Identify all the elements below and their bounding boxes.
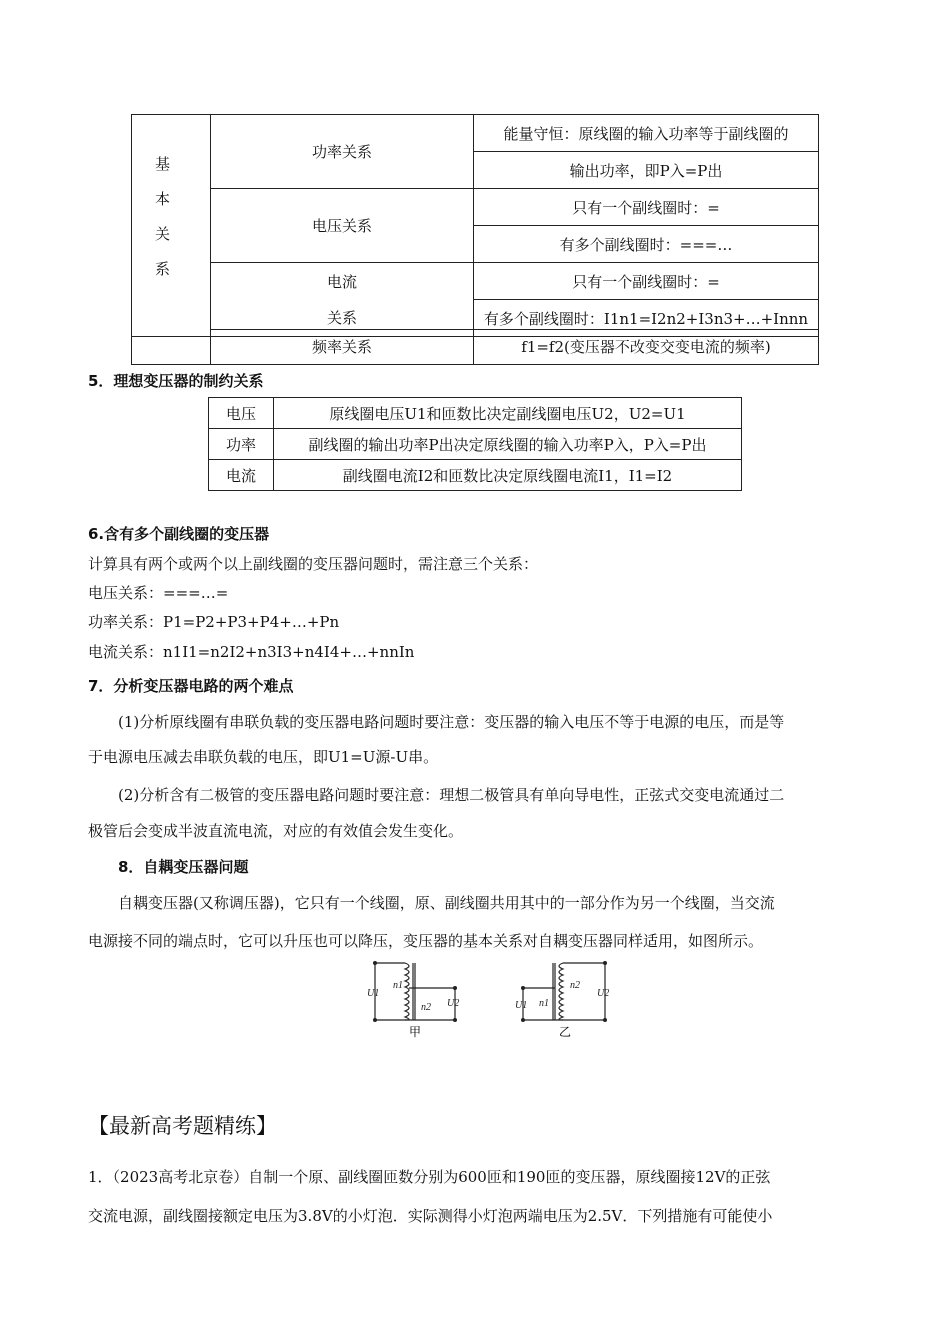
row-label-line: 电流: [326, 272, 357, 291]
section-7-p1a: (1)分析原线圈有串联负载的变压器电路问题时要注意：变压器的输入电压不等于电源的电压，而是等: [118, 713, 785, 731]
section-5-title: 5．理想变压器的制约关系: [88, 372, 264, 390]
n2-label-left: n2: [421, 1002, 431, 1013]
section-7-p1b: 于电源电压减去串联负载的电压，即U1=U源-U串。: [88, 748, 439, 766]
row-label-current: [211, 263, 474, 337]
section-7-p2a: (2)分析含有二极管的变压器电路问题时要注意：理想二极管具有单向导电性，正弦式交变电流通过二: [118, 786, 785, 804]
section-8-p1b: 电源接不同的端点时，它可以升压也可以降压，变压器的基本关系对自耦变压器同样适用，如图所示。: [88, 932, 764, 950]
u2-label-right: U2: [597, 988, 610, 999]
section-7-p2b: 极管后会变成半波直流电流，对应的有效值会发生变化。: [88, 822, 464, 840]
caption-right: 乙: [559, 1025, 572, 1039]
row-desc: 原线圈电压U1和匝数比决定副线圈电压U2，U2=U1: [274, 398, 742, 429]
row-desc: 只有一个副线圈时：=: [474, 263, 819, 300]
current-relation: 电流关系：n1I1=n2I2+n3I3+n4I4+…+nnIn: [88, 643, 415, 661]
n2-label-right: n2: [570, 980, 580, 991]
section-6-intro: 计算具有两个或两个以上副线圈的变压器问题时，需注意三个关系：: [88, 555, 539, 573]
section-6-title: 6.含有多个副线圈的变压器: [88, 525, 270, 543]
row-label: 频率关系: [211, 330, 474, 365]
row-desc: 能量守恒：原线圈的输入功率等于副线圈的: [474, 115, 819, 152]
caption-left: 甲: [409, 1025, 422, 1039]
basic-relations-table: [131, 114, 819, 337]
u2-label-left: U2: [447, 998, 460, 1009]
row-desc: 输出功率，即P入=P出: [474, 152, 819, 189]
row-label: 电压: [209, 398, 274, 429]
u1-label-right: U1: [515, 1000, 528, 1011]
question-1-line2: 交流电源，副线圈接额定电压为3.8V的小灯泡．实际测得小灯泡两端电压为2.5V．下列措施有可能使小: [88, 1207, 773, 1225]
row-label: 功率: [209, 429, 274, 460]
section-7-title: 7．分析变压器电路的两个难点: [88, 677, 294, 695]
group-label: 基本关系: [153, 155, 171, 296]
u1-label-left: U1: [367, 988, 380, 999]
row-label-line: 关系: [326, 308, 357, 327]
voltage-relation: 电压关系：===…=: [88, 584, 229, 602]
autotransformer-figure: [365, 958, 625, 1040]
n1-label-right: n1: [539, 998, 549, 1009]
row-label: 电压关系: [211, 189, 474, 263]
row-label: 功率关系: [211, 115, 474, 189]
row-desc: 只有一个副线圈时：=: [474, 189, 819, 226]
row-desc: 有多个副线圈时：I1n1=I2n2+I3n3+…+Innn: [474, 300, 819, 337]
row-desc: 有多个副线圈时：===…: [474, 226, 819, 263]
question-1-line1: 1．（2023高考北京卷）自制一个原、副线圈匝数分别为600匝和190匝的变压器，原线圈接12V的正弦: [88, 1168, 771, 1186]
n1-label-left: n1: [393, 980, 403, 991]
empty-cell: [132, 330, 211, 365]
power-relation: 功率关系：P1=P2+P3+P4+…+Pn: [88, 613, 340, 631]
row-desc: 副线圈的输出功率P出决定原线圈的输入功率P入，P入=P出: [274, 429, 742, 460]
exam-heading: 【最新高考题精练】: [88, 1114, 277, 1138]
constraint-table: [208, 397, 742, 491]
group-label-cell: [132, 115, 211, 337]
row-desc: f1=f2(变压器不改变交变电流的频率): [474, 330, 819, 365]
frequency-row-table: [131, 329, 819, 365]
section-8-p1a: 自耦变压器(又称调压器)，它只有一个线圈，原、副线圈共用其中的一部分作为另一个线圈，当交流: [118, 894, 775, 912]
row-label: 电流: [209, 460, 274, 491]
row-desc: 副线圈电流I2和匝数比决定原线圈电流I1，I1=I2: [274, 460, 742, 491]
section-8-title: 8．自耦变压器问题: [118, 858, 249, 876]
